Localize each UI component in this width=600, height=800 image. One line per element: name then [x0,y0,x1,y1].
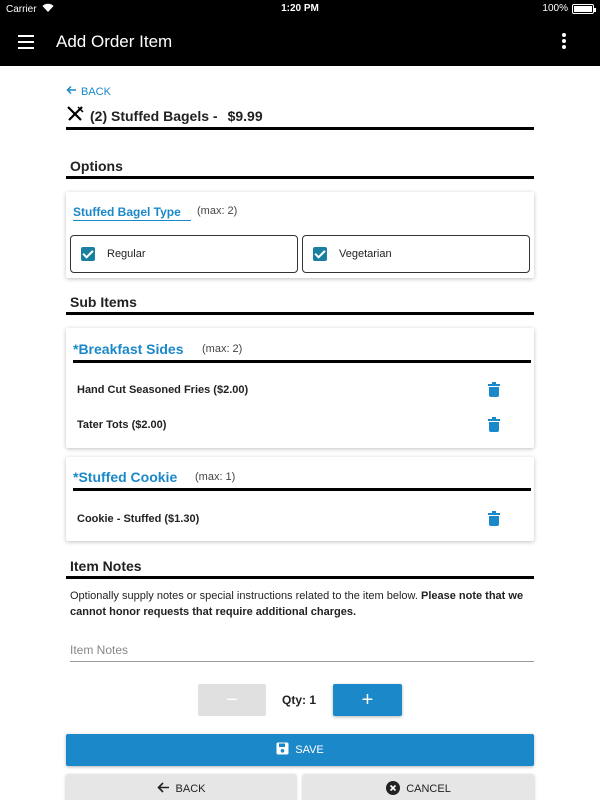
item-name: (2) Stuffed Bagels - [90,107,218,124]
trash-icon[interactable] [488,512,500,526]
qty-decrease-button[interactable] [198,684,266,716]
carrier-label: Carrier [6,3,37,15]
option-group-card [66,192,534,278]
minus-icon: − [226,688,238,711]
options-divider [66,176,534,179]
option-group-title: Stuffed Bagel Type [73,205,181,219]
battery-icon [572,4,594,14]
item-price: $9.99 [227,107,263,124]
sub-group-title: *Breakfast Sides [73,341,184,357]
sub-group-max: (max: 2) [202,343,243,355]
item-notes-help [70,588,534,620]
sub-group-card-breakfast-sides [66,328,534,448]
qty-increase-button[interactable] [333,684,402,716]
option-label: Regular [107,248,146,260]
option-label: Vegetarian [339,248,392,260]
more-vert-icon[interactable] [562,33,566,51]
arrow-left-icon [157,782,170,796]
checkbox-checked-icon[interactable] [313,247,327,261]
qty-label: Qty: 1 [282,693,317,707]
status-bar [0,0,600,18]
option-vegetarian[interactable] [302,235,530,273]
list-item: Tater Tots ($2.00) [77,419,167,431]
sub-items-divider [66,312,534,315]
option-group-max: (max: 2) [197,205,238,217]
back-button[interactable] [66,774,296,800]
sub-group-title: *Stuffed Cookie [73,469,178,485]
page-title: Add Order Item [56,32,173,51]
sub-group-card-stuffed-cookie [66,457,534,541]
sub-group-divider [73,488,531,491]
item-notes-input[interactable] [70,638,534,662]
sub-group-max: (max: 1) [195,471,236,483]
close-circle-icon [386,781,400,798]
sub-group-divider [73,360,531,363]
item-title [66,106,263,125]
arrow-left-icon [66,85,77,98]
back-link[interactable] [66,85,111,98]
item-notes-divider [66,576,534,579]
menu-icon[interactable] [18,35,34,49]
back-button-label: BACK [175,783,206,795]
save-button-label: SAVE [295,744,324,756]
checkbox-checked-icon[interactable] [81,247,95,261]
options-heading: Options [70,158,123,174]
item-notes-help-bold: Please note that we cannot honor requests that require additional charges. [70,590,524,618]
status-time: 1:20 PM [281,3,319,14]
trash-icon[interactable] [488,383,500,397]
trash-icon[interactable] [488,418,500,432]
list-item: Cookie - Stuffed ($1.30) [77,513,200,525]
list-item: Hand Cut Seasoned Fries ($2.00) [77,384,249,396]
battery-percent: 100% [542,3,568,14]
item-notes-help-text: Optionally supply notes or special instructions related to the item below. [70,590,418,602]
sub-items-heading: Sub Items [70,294,137,310]
item-notes-heading: Item Notes [70,558,142,574]
option-group-underline [73,220,191,221]
option-regular[interactable] [70,235,298,273]
save-button[interactable] [66,734,534,766]
back-link-label: BACK [81,85,111,98]
plus-icon: + [361,688,374,711]
cancel-button-label: CANCEL [406,783,451,795]
floppy-disk-icon [276,742,289,758]
app-bar [0,18,600,66]
fork-knife-icon [66,106,84,125]
cancel-button[interactable] [303,774,534,800]
title-divider [66,127,534,130]
